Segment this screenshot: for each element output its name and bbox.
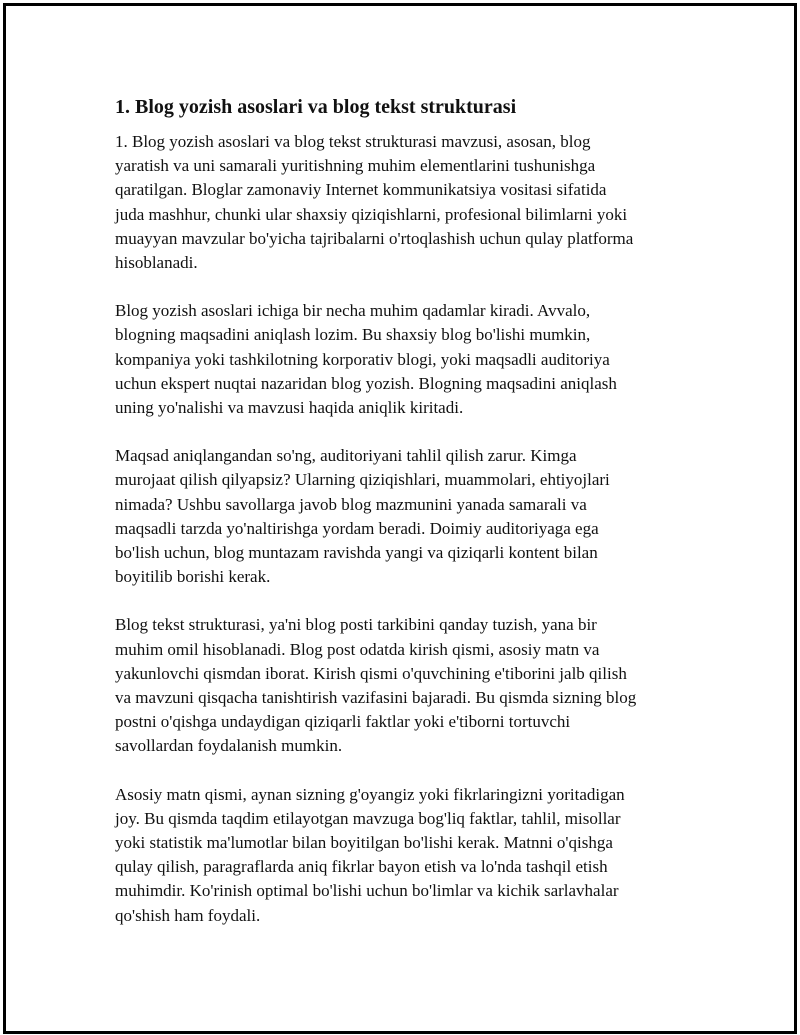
paragraph-structure: Blog tekst strukturasi, ya'ni blog posti tarkibini qanday tuzish, yana bir muhim omil hisoblanadi. Blog post odatda kirish qismi, asosiy matn va yakunlovchi qismdan iborat. Kirish qismi o'quvchining e'tiborini jalb qilish va mavzuni qisqacha tanishtirish vazifasini bajaradi. Bu qismda sizning blog postni o'qishga undaydigan qiziqarli faktlar yoki e'tiborni tortuvchi savollardan foydalanish mumkin.: [115, 615, 637, 756]
paragraph-audience: Maqsad aniqlangandan so'ng, auditoriyani tahlil qilish zarur. Kimga murojaat qilish qilyapsiz? Ularning qiziqishlari, muammolari, ehtiyojlari nimada? Ushbu savollarga javob blog mazmunini yanada samarali va maqsadli tarzda yo'naltirishga yordam beradi. Doimiy auditoriyaga ega bo'lish uchun, blog muntazam ravishda yangi va qiziqarli kontent bilan boyitilib borishi kerak.: [115, 446, 610, 587]
document-title: 1. Blog yozish asoslari va blog tekst strukturasi: [115, 96, 517, 118]
paragraph-main-text: Asosiy matn qismi, aynan sizning g'oyangiz yoki fikrlaringizni yoritadigan joy. Bu qismda taqdim etilayotgan mavzuga bog'liq faktlar, tahlil, misollar yoki statistik ma'lumotlar bilan boyitilgan bo'lishi kerak. Matnni o'qishga qulay qilish, paragraflarda aniq fikrlar bayon etish va lo'nda tashqil etish muhimdir. Ko'rinish optimal bo'lishi uchun bo'limlar va kichik sarlavhalar qo'shish ham foydali.: [115, 784, 625, 925]
document-body: [115, 94, 695, 952]
paragraph-intro: 1. Blog yozish asoslari va blog tekst strukturasi mavzusi, asosan, blog yaratish va uni samarali yuritishning muhim elementlarini tushunishga qaratilgan. Bloglar zamonaviy Internet kommunikatsiya vositasi sifatida juda mashhur, chunki ular shaxsiy qiziqishlarni, profesional bilimlarni yoki muayyan mavzular bo'yicha tajribalarni o'rtoqlashish uchun qulay platforma hisoblanadi.: [115, 132, 634, 273]
paragraph-blog-basics: Blog yozish asoslari ichiga bir necha muhim qadamlar kiradi. Avvalo, blogning maqsadini aniqlash lozim. Bu shaxsiy blog bo'lishi mumkin, kompaniya yoki tashkilotning korporativ blogi, yoki maqsadli auditoriya uchun ekspert nuqtai nazaridan blog yozish. Blogning maqsadini aniqlash uning yo'nalishi va mavzusi haqida aniqlik kiritadi.: [115, 301, 617, 418]
